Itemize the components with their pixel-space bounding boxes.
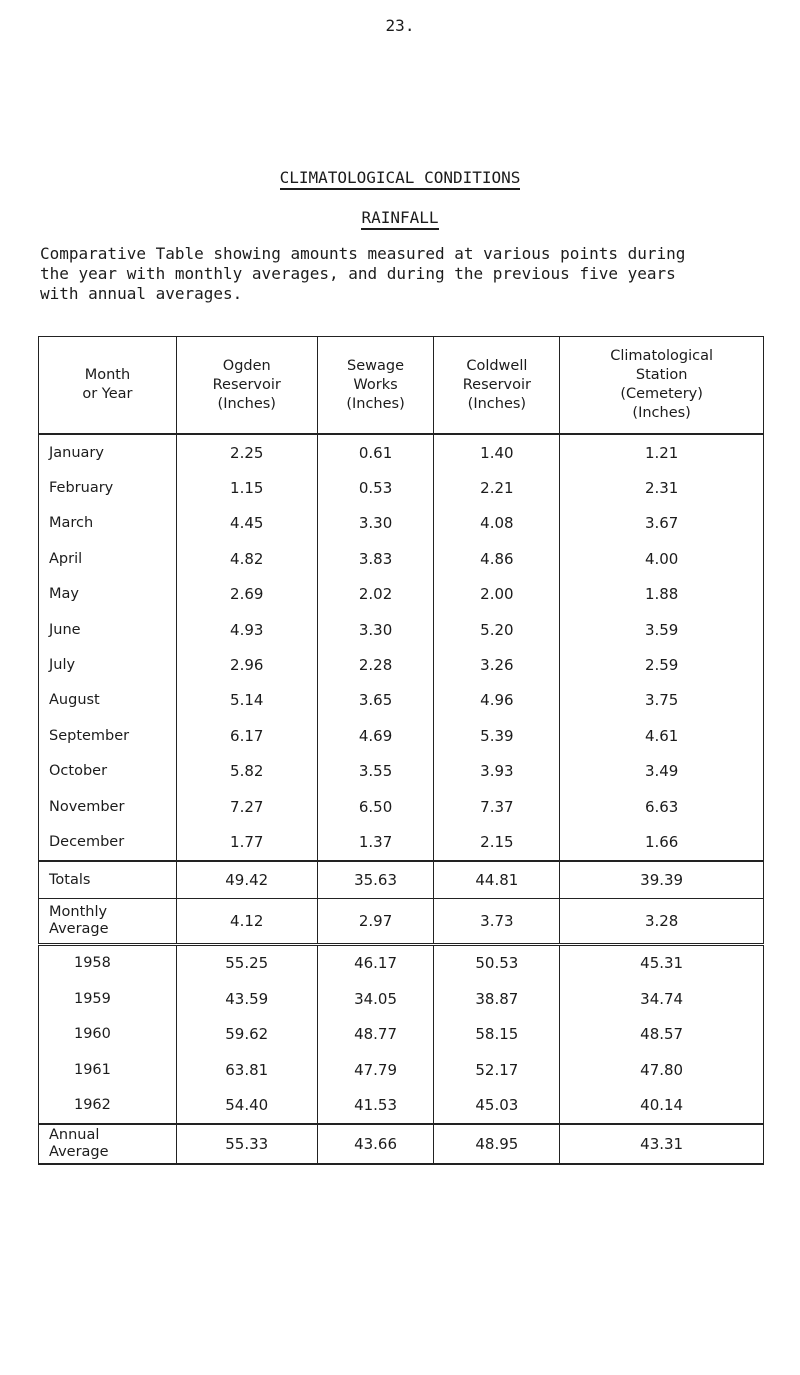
label-line: Average — [49, 920, 109, 937]
row-label: February — [39, 470, 177, 505]
table-cell: 1.40 — [434, 434, 560, 470]
table-cell: 48.77 — [317, 1016, 434, 1051]
month-row — [39, 683, 764, 718]
intro-paragraph: Comparative Table showing amounts measured at various points during the year with monthly averages, and during the previous five years with annual averages. — [40, 244, 686, 303]
header-line: (Inches) — [217, 395, 276, 412]
table-cell: 50.53 — [434, 944, 560, 981]
table-cell: 34.74 — [560, 981, 764, 1016]
table-cell: 59.62 — [176, 1016, 317, 1051]
header-line: Reservoir — [212, 376, 281, 393]
table-cell: 2.97 — [317, 898, 434, 944]
header-line: (Cemetery) — [620, 386, 703, 402]
table-cell: 39.39 — [560, 861, 764, 899]
row-label: April — [39, 541, 177, 576]
header-line: Station — [635, 367, 688, 383]
table-cell: 40.14 — [560, 1087, 764, 1123]
row-label — [39, 898, 177, 944]
header-line: Sewage — [347, 357, 405, 374]
table-cell: 2.02 — [317, 577, 434, 612]
table-cell: 48.57 — [560, 1016, 764, 1051]
annual-average-row — [39, 1124, 764, 1164]
table-cell: 2.96 — [176, 647, 317, 682]
header-line: or Year — [82, 386, 133, 402]
table-cell: 3.73 — [434, 898, 560, 944]
row-label: 1959 — [39, 981, 177, 1016]
page-number: 23. — [385, 16, 415, 35]
row-label: 1961 — [39, 1052, 177, 1087]
row-label: January — [39, 434, 177, 470]
table-cell: 54.40 — [176, 1087, 317, 1123]
table-cell: 43.66 — [317, 1124, 434, 1164]
month-row — [39, 541, 764, 576]
table-cell: 3.65 — [317, 683, 434, 718]
table-cell: 7.27 — [176, 789, 317, 824]
month-row — [39, 754, 764, 789]
table-cell: 0.61 — [317, 434, 434, 470]
table-cell: 3.67 — [560, 506, 764, 541]
table-cell: 2.28 — [317, 647, 434, 682]
table-cell: 2.59 — [560, 647, 764, 682]
table-cell: 3.30 — [317, 612, 434, 647]
row-label: 1958 — [39, 944, 177, 981]
table-cell: 3.93 — [434, 754, 560, 789]
table-cell: 3.59 — [560, 612, 764, 647]
month-row — [39, 434, 764, 470]
table-cell: 4.93 — [176, 612, 317, 647]
table-cell: 1.77 — [176, 824, 317, 860]
table-cell: 55.33 — [176, 1124, 317, 1164]
rainfall-table — [38, 336, 764, 1165]
header-line: Coldwell — [466, 357, 528, 374]
table-cell: 1.37 — [317, 824, 434, 860]
table-cell: 3.28 — [560, 898, 764, 944]
table-cell: 2.31 — [560, 470, 764, 505]
table-cell: 4.82 — [176, 541, 317, 576]
row-label — [39, 1124, 177, 1164]
table-cell: 5.20 — [434, 612, 560, 647]
header-line: Month — [84, 367, 131, 383]
table-cell: 1.15 — [176, 470, 317, 505]
table-cell: 3.55 — [317, 754, 434, 789]
year-row — [39, 944, 764, 981]
table-cell: 3.26 — [434, 647, 560, 682]
page-title-text: CLIMATOLOGICAL CONDITIONS — [280, 168, 521, 190]
label-line: Monthly — [49, 903, 108, 920]
row-label: June — [39, 612, 177, 647]
table-cell: 47.80 — [560, 1052, 764, 1087]
table-cell: 4.61 — [560, 718, 764, 753]
row-label: March — [39, 506, 177, 541]
header-line: Works — [353, 376, 398, 393]
row-label: September — [39, 718, 177, 753]
label-line: Average — [49, 1143, 109, 1160]
table-cell: 4.69 — [317, 718, 434, 753]
row-label: 1960 — [39, 1016, 177, 1051]
table-cell: 35.63 — [317, 861, 434, 899]
table-cell: 1.66 — [560, 824, 764, 860]
row-label: July — [39, 647, 177, 682]
table-cell: 58.15 — [434, 1016, 560, 1051]
table-cell: 3.30 — [317, 506, 434, 541]
table-cell: 55.25 — [176, 944, 317, 981]
totals-row — [39, 861, 764, 899]
header-line: Reservoir — [462, 376, 531, 393]
table-cell: 45.31 — [560, 944, 764, 981]
year-row — [39, 1052, 764, 1087]
table-cell: 3.75 — [560, 683, 764, 718]
table-cell: 4.12 — [176, 898, 317, 944]
row-label: Totals — [39, 861, 177, 899]
year-row — [39, 981, 764, 1016]
row-label: 1962 — [39, 1087, 177, 1123]
table-cell: 4.45 — [176, 506, 317, 541]
table-cell: 46.17 — [317, 944, 434, 981]
annual-body — [39, 1124, 764, 1164]
table-header — [39, 337, 764, 435]
section-subtitle — [0, 208, 800, 227]
header-climatological-station — [560, 337, 764, 435]
month-row — [39, 789, 764, 824]
table-cell: 7.37 — [434, 789, 560, 824]
header-line: (Inches) — [467, 395, 527, 412]
row-label: November — [39, 789, 177, 824]
table-cell: 41.53 — [317, 1087, 434, 1123]
month-row — [39, 577, 764, 612]
table-cell: 2.21 — [434, 470, 560, 505]
monthly-average-row — [39, 898, 764, 944]
row-label: May — [39, 577, 177, 612]
label-line: Annual — [49, 1126, 100, 1143]
page-title — [0, 168, 800, 187]
table-cell: 2.25 — [176, 434, 317, 470]
table-cell: 2.69 — [176, 577, 317, 612]
row-label: December — [39, 824, 177, 860]
table-cell: 2.00 — [434, 577, 560, 612]
table-cell: 4.08 — [434, 506, 560, 541]
table-cell: 4.00 — [560, 541, 764, 576]
month-row — [39, 470, 764, 505]
section-subtitle-text: RAINFALL — [361, 208, 438, 230]
header-sewage-works — [317, 337, 434, 435]
row-label: October — [39, 754, 177, 789]
table-cell: 49.42 — [176, 861, 317, 899]
row-label: August — [39, 683, 177, 718]
month-row — [39, 718, 764, 753]
table-cell: 5.14 — [176, 683, 317, 718]
header-month-or-year — [39, 337, 177, 435]
header-row — [39, 337, 764, 435]
table-cell: 6.50 — [317, 789, 434, 824]
table-cell: 6.17 — [176, 718, 317, 753]
table-cell: 3.49 — [560, 754, 764, 789]
header-ogden-reservoir — [176, 337, 317, 435]
year-row — [39, 1087, 764, 1123]
table-cell: 0.53 — [317, 470, 434, 505]
header-line: Climatological — [610, 348, 714, 364]
month-row — [39, 647, 764, 682]
months-body — [39, 434, 764, 861]
table-cell: 45.03 — [434, 1087, 560, 1123]
table-cell: 44.81 — [434, 861, 560, 899]
years-body — [39, 944, 764, 1123]
year-row — [39, 1016, 764, 1051]
table-cell: 47.79 — [317, 1052, 434, 1087]
table-cell: 3.83 — [317, 541, 434, 576]
table-cell: 52.17 — [434, 1052, 560, 1087]
table-cell: 48.95 — [434, 1124, 560, 1164]
table-cell: 34.05 — [317, 981, 434, 1016]
table-cell: 1.88 — [560, 577, 764, 612]
table-cell: 43.59 — [176, 981, 317, 1016]
header-line: (Inches) — [632, 405, 691, 421]
month-row — [39, 824, 764, 860]
table-cell: 5.82 — [176, 754, 317, 789]
header-line: Ogden — [222, 357, 271, 374]
table-cell: 6.63 — [560, 789, 764, 824]
table-cell: 38.87 — [434, 981, 560, 1016]
table-cell: 2.15 — [434, 824, 560, 860]
table-cell: 5.39 — [434, 718, 560, 753]
table-cell: 43.31 — [560, 1124, 764, 1164]
month-row — [39, 612, 764, 647]
table-cell: 4.96 — [434, 683, 560, 718]
summary-body — [39, 861, 764, 945]
month-row — [39, 506, 764, 541]
table-cell: 1.21 — [560, 434, 764, 470]
header-line: (Inches) — [346, 395, 405, 412]
table-cell: 63.81 — [176, 1052, 317, 1087]
table-cell: 4.86 — [434, 541, 560, 576]
header-coldwell-reservoir — [434, 337, 560, 435]
